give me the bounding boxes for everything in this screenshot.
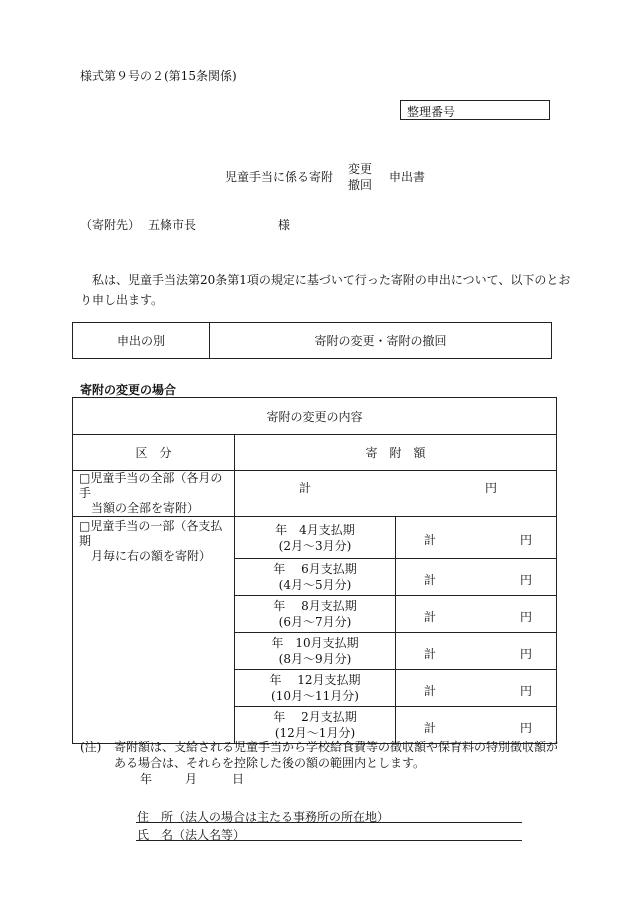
option-part-line2: 月毎に右の額を寄附） bbox=[91, 549, 212, 563]
request-type-label: 申出の別 bbox=[73, 323, 210, 359]
address-line[interactable] bbox=[136, 808, 522, 823]
period-line1: 年 2月支払期 bbox=[273, 710, 357, 724]
recipient-honorific: 様 bbox=[278, 218, 291, 232]
period-line2: (6月～7月分) bbox=[278, 615, 352, 629]
option-all-line2: 当額の全部を寄附） bbox=[91, 501, 200, 515]
period-line1: 年 4月支払期 bbox=[275, 522, 355, 537]
period-total-label: 計 bbox=[424, 684, 437, 698]
request-table bbox=[72, 322, 552, 359]
column-amount: 寄 附 額 bbox=[235, 435, 557, 471]
period-line1: 年 6月支払期 bbox=[273, 562, 357, 576]
all-total-label: 計 bbox=[299, 481, 312, 495]
reference-number-label: 整理番号 bbox=[407, 105, 456, 119]
body-text-line1: 私は、児童手当法第20条第1項の規定に基づいて行った寄附の申出について、以下のとお bbox=[92, 273, 571, 287]
reference-number-box[interactable] bbox=[400, 100, 550, 120]
period-line1: 年 12月支払期 bbox=[269, 673, 361, 687]
period-yen-label: 円 bbox=[520, 684, 533, 698]
period-cell bbox=[235, 517, 396, 559]
document-title bbox=[225, 160, 465, 190]
period-yen-label: 円 bbox=[520, 647, 533, 661]
body-text-line2: り申し出ます。 bbox=[80, 293, 164, 307]
period-line2: (8月～9月分) bbox=[278, 652, 352, 666]
note-line1: 寄附額は、支給される児童手当から学校給食費等の徴収額や保育料の特別徴収額が bbox=[114, 740, 559, 754]
period-yen-label: 円 bbox=[520, 573, 533, 587]
change-table bbox=[72, 397, 557, 744]
period-yen-label: 円 bbox=[520, 610, 533, 624]
option-part[interactable] bbox=[73, 517, 235, 744]
period-line1: 年 8月支払期 bbox=[273, 599, 357, 613]
note-line2: ある場合は、それらを控除した後の額の範囲内とします。 bbox=[114, 756, 426, 770]
name-label: 氏 名（法人名等） bbox=[137, 828, 246, 842]
section-heading: 寄附の変更の場合 bbox=[80, 383, 177, 397]
period-cell bbox=[235, 596, 396, 633]
option-part-line1: □児童手当の一部（各支払期 bbox=[79, 519, 223, 548]
period-line2: (4月～5月分) bbox=[278, 578, 352, 592]
period-total-label: 計 bbox=[424, 533, 437, 547]
period-amount-cell[interactable] bbox=[396, 517, 557, 559]
recipient bbox=[80, 216, 380, 233]
option-all-line1: □児童手当の全部（各月の手 bbox=[79, 471, 223, 500]
date-month: 月 bbox=[185, 772, 198, 786]
period-amount-cell[interactable] bbox=[396, 670, 557, 707]
all-amount-cell[interactable] bbox=[235, 471, 557, 517]
period-cell bbox=[235, 670, 396, 707]
period-amount-cell[interactable] bbox=[396, 596, 557, 633]
title-option-change: 変更 bbox=[348, 162, 373, 176]
period-line2: (12月～1月分) bbox=[274, 726, 356, 740]
period-amount-cell[interactable] bbox=[396, 633, 557, 670]
date-year: 年 bbox=[140, 772, 153, 786]
period-total-label: 計 bbox=[424, 610, 437, 624]
title-option-withdraw: 撤回 bbox=[348, 178, 373, 192]
note-label: (注) bbox=[80, 740, 102, 754]
recipient-name: 五條市長 bbox=[148, 218, 197, 232]
title-suffix: 申出書 bbox=[389, 170, 426, 184]
period-line1: 年 10月支払期 bbox=[271, 636, 359, 650]
period-line2: (10月～11月分) bbox=[271, 689, 359, 703]
period-total-label: 計 bbox=[424, 721, 437, 735]
period-yen-label: 円 bbox=[520, 533, 533, 547]
form-number: 様式第９号の２(第15条関係) bbox=[80, 69, 237, 83]
all-yen-label: 円 bbox=[485, 481, 498, 495]
option-all[interactable] bbox=[73, 471, 235, 517]
recipient-label: （寄附先） bbox=[80, 218, 141, 232]
period-total-label: 計 bbox=[424, 647, 437, 661]
date-day: 日 bbox=[232, 772, 245, 786]
period-cell bbox=[235, 559, 396, 596]
period-yen-label: 円 bbox=[520, 721, 533, 735]
period-total-label: 計 bbox=[424, 573, 437, 587]
request-type-value[interactable]: 寄附の変更・寄附の撤回 bbox=[210, 323, 552, 359]
period-cell bbox=[235, 633, 396, 670]
period-line2: (2月～3月分) bbox=[278, 538, 352, 553]
address-label: 住 所（法人の場合は主たる事務所の所在地） bbox=[137, 810, 390, 824]
column-category: 区 分 bbox=[73, 435, 235, 471]
change-table-header: 寄附の変更の内容 bbox=[73, 398, 557, 435]
name-line[interactable] bbox=[136, 826, 522, 841]
period-amount-cell[interactable] bbox=[396, 559, 557, 596]
title-prefix: 児童手当に係る寄附 bbox=[225, 170, 334, 184]
